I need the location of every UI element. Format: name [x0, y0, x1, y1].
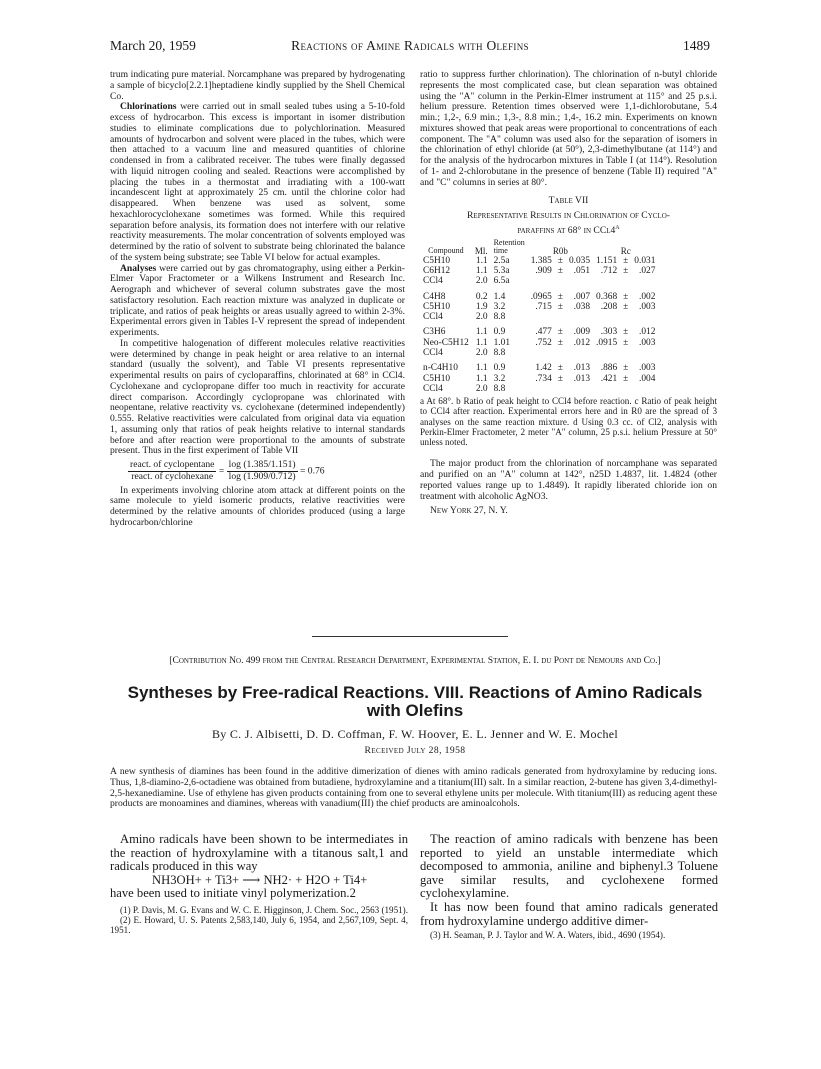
cell-compound: CCl4 [423, 383, 443, 394]
cell-r0-value [528, 348, 555, 358]
cell-r-pm [620, 312, 631, 322]
cell-r0-value: .909 [535, 265, 552, 276]
cell-r-error: .012 [638, 327, 656, 338]
column-header-r0: R0b [552, 246, 568, 257]
cell-r0-value: .752 [535, 337, 552, 348]
cell-r0-value: .477 [535, 327, 552, 338]
running-header [110, 38, 710, 56]
cell-r-value: 1.151 [596, 255, 618, 266]
cell-retention-time: 1.4 [493, 291, 506, 302]
cell-r0-value: .0965 [530, 291, 552, 302]
cell-r-error: .002 [638, 291, 656, 302]
cell-ml: 1.1 [475, 265, 488, 276]
cell-r-error [631, 384, 658, 394]
cell-r0-error: .013 [573, 373, 591, 384]
cell-compound: C5H10 [423, 373, 451, 384]
cell-retention-time: 3.2 [493, 301, 506, 312]
cell-r-error [631, 312, 658, 322]
cell-r-error: .004 [638, 373, 656, 384]
cell-r0-value [528, 312, 555, 322]
table-title: Representative Results in Chlorination of Cyclo- paraffins at 68° in CCl4$^a$ [467, 210, 670, 236]
paragraph-chlorinations: Chlorinations were carried out in small sealed tubes using a 5-10-fold excess of hydrocarbon. This excess is important in isomer distribution studies to eliminate complications due to polychlorination. Measured amounts of hydrocarbon and solvent were placed in the tubes, which were then attached to a vacuum line and measured quantities of chlorine condensed in from a calibrated receiver. The tubes were finally degassed with liquid nitrogen cooling and sealed. Reactions were accomplished by placing the tubes in a thermostat and irradiating with a 100-watt incandescent light at approximately 25 cm. until the chlorine color had disappeared. When benzene was used as solvent, some hexachlorocyclohexane sometimes was formed. While this required separation before analysis, its formation does not interfere with our relative reactivity measurements. The molar concentration of solvents employed was determined by the ratio of solvent to substrate being chlorinated the balance of the system being substrate; see Table VI below for actual examples. [110, 101, 405, 263]
cell-compound: CCl4 [423, 348, 443, 359]
cell-retention-time: 2.5a [493, 255, 510, 266]
cell-compound: C5H10 [423, 255, 451, 266]
header-date: March 20, 1959 [110, 38, 196, 53]
table-row [420, 287, 658, 302]
cell-r0-error [566, 384, 593, 394]
cell-r-value: .0915 [596, 337, 618, 348]
paragraph-major-product: The major product from the chlorination of norcamphane was separated and purified on an "A" column at 142°, n25D 1.4837, lit. 1.4824 (other reported values range up to 1.4849). It rapidly liberated chloride ion on treatment with alcoholic AgNO3. [420, 458, 717, 502]
cell-r-error: .003 [638, 337, 656, 348]
cell-r-value: 0.368 [596, 291, 618, 302]
cell-r0-pm: ± [557, 373, 563, 384]
cell-r-pm [620, 276, 631, 286]
table-row [420, 312, 658, 322]
section-divider [312, 636, 508, 637]
column-header-retention: Retention time [493, 237, 525, 256]
cell-compound: C6H12 [423, 265, 451, 276]
cell-r-pm: ± [623, 301, 629, 312]
article-authors: By C. J. Albisetti, D. D. Coffman, F. W. Hoover, E. L. Jenner and W. E. Mochel [211, 727, 619, 741]
cell-r0-pm: ± [557, 337, 563, 348]
footnote-2: (2) E. Howard, U. S. Patents 2,583,140, July 6, 1954, and 2,567,109, Sept. 4, 1951. [110, 915, 408, 936]
cell-r-value: .208 [600, 301, 618, 312]
body-right-column [420, 833, 718, 940]
cell-retention-time: 8.8 [493, 383, 506, 394]
table-body [420, 256, 658, 395]
cell-r0-error: 0.035 [568, 255, 591, 266]
cell-r0-pm [555, 276, 566, 286]
cell-r0-pm: ± [557, 363, 563, 374]
cell-compound: C5H10 [423, 301, 451, 312]
table-row [420, 384, 658, 394]
table-row [420, 374, 658, 384]
left-column-experimental [110, 70, 405, 529]
cell-r-value: .886 [600, 363, 618, 374]
cell-r0-error [566, 312, 593, 322]
cell-ml: 2.0 [475, 383, 488, 394]
table-row [420, 302, 658, 312]
cell-retention-time: 5.3a [493, 265, 510, 276]
footnote-1: (1) P. Davis, M. G. Evans and W. C. E. Higginson, J. Chem. Soc., 2563 (1951). [120, 904, 408, 915]
cell-ml: 1.1 [475, 373, 488, 384]
cell-r-error: .003 [638, 301, 656, 312]
paragraph-polymerization: have been used to initiate vinyl polymerization.2 [110, 886, 356, 901]
right-column-experimental [420, 70, 717, 517]
cell-ml: 2.0 [475, 276, 488, 287]
cell-ml: 1.9 [475, 301, 488, 312]
cell-retention-time: 1.01 [493, 337, 510, 348]
cell-retention-time: 8.8 [493, 312, 506, 323]
cell-r-pm: ± [623, 327, 629, 338]
paragraph-butyl-chloride: ratio to suppress further chlorination). The chlorination of n-butyl chloride represents the most complicated case, but clean separation was obtained using the "A" column in the Perkin-Elmer instrument at 115° and 25 p.s.i. helium pressure. Retention times observed were 1,1-dichlorobutane, 5.4 min.; 1,2-, 6.9 min.; 1,3-, 8.8 min.; 1,4-, 16.2 min. Experiments on known mixtures showed that peak areas were proportional to concentrations of each component. The "A" column was used also for the separation of isomers in the chlorination of ethyl chloride (at 50°), 2,3-dimethylbutane (at 114°) and for the analysis of the hydrocarbon mixtures in Table I (at 114°). Resolution of 1- and 2-chlorobutane in the presence of benzene (Table II) required "A" and "C" columns in series at 80°. [420, 69, 717, 188]
cell-r-value [593, 276, 620, 286]
cell-r0-error: .013 [573, 363, 591, 374]
cell-r-value [593, 348, 620, 358]
cell-ml: 0.2 [475, 291, 488, 302]
table-row [420, 358, 658, 373]
cell-r0-error: .051 [573, 265, 591, 276]
paragraph-competitive-halogenation: In competitive halogenation of different molecules relative reactivities were determined by change in peak height or area relative to an internal standard (usually the solvent), and Table VI presents representative experimental results on pairs of cycloparaffins, chlorinated at 68° in CCl4. Cyclohexane and cyclopropane differ too much in reactivity for accurate direct comparison. Accordingly cyclopropane was chlorinated with neopentane, relative reactivity vs. cyclohexane (determined independently) 0.555. Relative reactivities were calculated from original data via equation 1, assuming only that ratios of peak heights relative to internal standards before and after reaction were proportional to the amounts of substrate present. Thus in the first experiment of Table VII [110, 337, 405, 457]
cell-r0-error [566, 276, 593, 286]
equation-relative-reactivity: $\frac{\text{react. of cyclopentane}}{\text{react. of cyclohexane}}$ = $\frac{\log (1.385/1.151)}{\log (1.909/0.712)}$ = 0.76 [130, 459, 325, 482]
cell-ml: 1.1 [475, 327, 488, 338]
paragraph-norcamphane: trum indicating pure material. Norcamphane was prepared by hydrogenating a sample of bicyclo[2.2.1]heptadiene kindly supplied by the Shell Chemical Co. [110, 69, 405, 102]
cell-r-pm: ± [623, 363, 629, 374]
run-in-heading: Chlorinations [120, 101, 177, 113]
table-header-row [420, 239, 658, 256]
cell-r-pm: ± [623, 337, 629, 348]
cell-r0-pm [555, 348, 566, 358]
cell-r0-value [528, 276, 555, 286]
cell-r-error [631, 348, 658, 358]
cell-r0-value: 1.42 [535, 363, 552, 374]
cell-r0-value: .734 [535, 373, 552, 384]
author-address: New York 27, N. Y. [430, 505, 508, 517]
cell-compound: CCl4 [423, 312, 443, 323]
table-footnotes: a At 68°. b Ratio of peak height to CCl4 before reaction. c Ratio of peak height to CCl4 after reaction. Experimental errors here and in R0 are the spread of 3 analyses on the same reaction mixture. d Using 0.3 cc. of Cl2, analysis with Perkin-Elmer Fractometer, 2 meter "A" column, 25 p.s.i. helium Pressure at 50° unless noted. [420, 396, 717, 448]
body-left-column [110, 833, 408, 936]
paragraph-benzene: The reaction of amino radicals with benzene has been reported to yield an unstable intermediate which decomposed to ammonia, aniline and biphenyl.3 Toluene gave similar results, and cyclohexene formed cyclohexylamine. [420, 832, 718, 901]
cell-compound: CCl4 [423, 276, 443, 287]
cell-r0-error: .038 [573, 301, 591, 312]
cell-retention-time: 6.5a [493, 276, 510, 287]
paragraph-additive-dimerization: It has now been found that amino radicals generated from hydroxylamine undergo additive dimer- [420, 899, 718, 928]
cell-r0-error: .009 [573, 327, 591, 338]
table-row [420, 276, 658, 286]
cell-r-error: 0.031 [634, 255, 656, 266]
cell-r0-pm: ± [557, 265, 563, 276]
cell-r0-pm: ± [557, 291, 563, 302]
paragraph-analyses: Analyses were carried out by gas chromatography, using either a Perkin-Elmer Vapor Fractometer or a Wilkens Instrument and Research Inc. Aerograph and whichever of several column substrates gave the most satisfactory resolution. Each reaction mixture was analyzed in duplicate or triplicate, and ratios of peak heights or areas usually agreed to within 2-3%. Experimental errors given in Tables I-V represent the spread of independent experiments. [110, 262, 405, 338]
article-title: Syntheses by Free-radical Reactions. VIII. Reactions of Amino Radicals with Olefins [127, 683, 703, 720]
cell-r-error: .027 [638, 265, 656, 276]
cell-r0-value: .715 [535, 301, 552, 312]
cell-r0-pm: ± [557, 301, 563, 312]
cell-r0-pm [555, 312, 566, 322]
cell-r-value [593, 384, 620, 394]
cell-retention-time: 3.2 [493, 373, 506, 384]
cell-r0-pm [555, 384, 566, 394]
cell-retention-time: 0.9 [493, 363, 506, 374]
cell-r-pm: ± [623, 373, 629, 384]
equation-amino-radical: NH3OH+ + Ti3+ ⟶ NH2· + H2O + Ti4+ [152, 872, 368, 887]
cell-r0-value: 1.385 [530, 255, 552, 266]
cell-r0-pm: ± [557, 327, 563, 338]
cell-ml: 2.0 [475, 312, 488, 323]
cell-r-pm: ± [623, 291, 629, 302]
table-vii [420, 239, 658, 395]
cell-r0-pm: ± [557, 255, 563, 266]
cell-r0-value [528, 384, 555, 394]
cell-r-error: .003 [638, 363, 656, 374]
header-title: Reactions of Amine Radicals with Olefins [291, 38, 529, 53]
table-row [420, 322, 658, 337]
paragraph-isomeric-products: In experiments involving chlorine atom attack at different points on the same molecule to yield isomeric products, relative reactivities were determined by the relative amounts of chlorides produced (using a large hydrocarbon/chlorine [110, 484, 405, 528]
cell-r0-error: .007 [573, 291, 591, 302]
cell-ml: 1.1 [475, 363, 488, 374]
cell-r-pm [620, 348, 631, 358]
cell-r-pm [620, 384, 631, 394]
abstract: A new synthesis of diamines has been found in the additive dimerization of dienes with amino radicals generated from hydroxylamine by reducing ions. Thus, 1,8-diamino-2,6-octadiene was obtained from butadiene, hydroxylamine and a titanium(III) salt. In a similar reaction, 2-butene has given 3,4-dimethyl-2,5-hexanediamine. Use of ethylene has given products containing from one to several ethylene units per molecule. With titanium(III) as reducing agent these products are monoamines and diamines, whereas with vanadium(III) the chief products are aminoalcohols. [110, 766, 717, 810]
header-page-number: 1489 [683, 38, 710, 53]
table-row [420, 266, 658, 276]
cell-compound: n-C4H10 [423, 363, 458, 374]
cell-r-pm: ± [623, 255, 629, 266]
cell-r-value: .712 [600, 265, 618, 276]
contribution-line: [Contribution No. 499 from the Central Research Department, Experimental Station, E. I. du Pont de Nemours and Co.] [169, 655, 661, 666]
cell-compound: C3H6 [423, 327, 446, 338]
cell-r0-error: .012 [573, 337, 591, 348]
cell-ml: 1.1 [475, 337, 488, 348]
cell-r-value [593, 312, 620, 322]
table-row [420, 338, 658, 348]
column-header-compound: Compound [428, 246, 464, 256]
column-header-ml: Ml. [474, 246, 488, 257]
cell-compound: C4H8 [423, 291, 446, 302]
cell-r-pm: ± [623, 265, 629, 276]
run-in-heading: Analyses [120, 262, 157, 274]
cell-ml: 2.0 [475, 348, 488, 359]
cell-compound: Neo-C5H12 [423, 337, 469, 348]
column-header-r: Rc [620, 246, 631, 257]
received-date: Received July 28, 1958 [364, 745, 466, 756]
footnote-3: (3) H. Seaman, P. J. Taylor and W. A. Waters, ibid., 4690 (1954). [430, 930, 666, 941]
cell-ml: 1.1 [475, 255, 488, 266]
cell-r-error [631, 276, 658, 286]
paragraph-intro: Amino radicals have been shown to be intermediates in the reaction of hydroxylamine with a titanous salt,1 and radicals produced in this way [110, 832, 408, 874]
table-number: Table VII [548, 195, 589, 207]
table-row [420, 348, 658, 358]
cell-r-value: .303 [600, 327, 618, 338]
cell-r0-error [566, 348, 593, 358]
table-row [420, 256, 658, 266]
cell-retention-time: 8.8 [493, 348, 506, 359]
cell-r-value: .421 [600, 373, 618, 384]
cell-retention-time: 0.9 [493, 327, 506, 338]
